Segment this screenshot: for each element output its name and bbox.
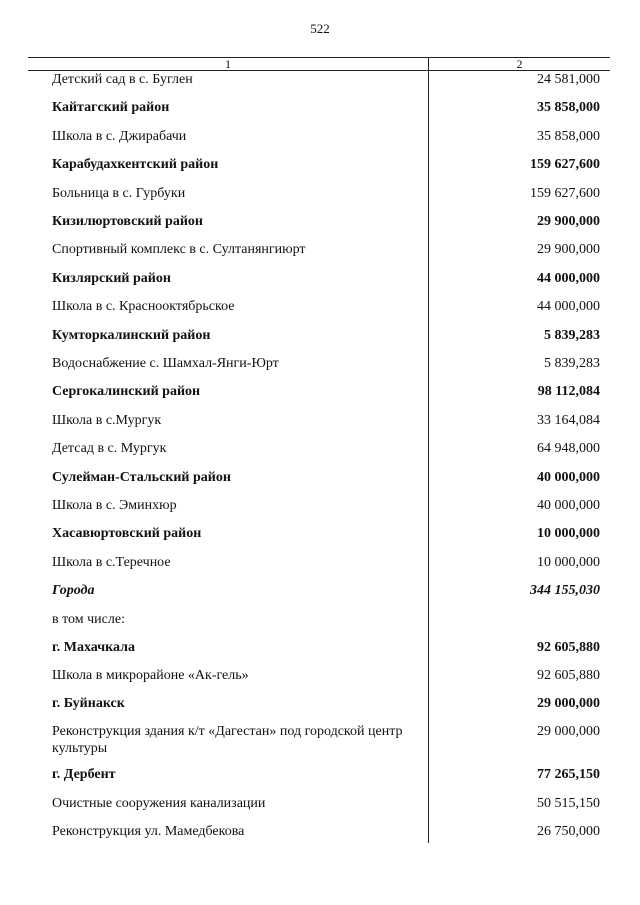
table-row xyxy=(28,213,610,230)
row-label: в том числе: xyxy=(52,612,125,627)
table-row xyxy=(28,667,610,684)
table-row xyxy=(28,270,610,287)
row-value: 40 000,000 xyxy=(537,498,600,513)
table-row xyxy=(28,525,610,542)
row-label: Сулейман-Стальский район xyxy=(52,470,231,485)
row-value: 29 900,000 xyxy=(537,214,600,229)
row-label: Кизилюртовский район xyxy=(52,214,203,229)
row-value: 24 581,000 xyxy=(537,72,600,87)
table-row xyxy=(28,823,610,840)
row-label: Детсад в с. Мургук xyxy=(52,441,167,456)
table-header xyxy=(28,58,610,71)
header-col-2: 2 xyxy=(516,57,523,71)
row-value: 5 839,283 xyxy=(544,328,600,343)
row-value: 35 858,000 xyxy=(537,129,600,144)
row-label: Водоснабжение с. Шамхал-Янги-Юрт xyxy=(52,356,279,371)
page-number: 522 xyxy=(310,21,330,36)
row-label: Карабудахкентский район xyxy=(52,157,219,172)
row-label: Школа в с. Краснооктябрьское xyxy=(52,299,235,314)
row-label: Школа в с. Джирабачи xyxy=(52,129,187,144)
header-col-1: 1 xyxy=(225,57,231,71)
row-label: Школа в с. Эминхюр xyxy=(52,498,177,513)
row-label: Реконструкция здания к/т «Дагестан» под городской центр культуры xyxy=(52,724,403,756)
row-value: 29 000,000 xyxy=(537,724,600,739)
row-label: Спортивный комплекс в с. Султанянгиюрт xyxy=(52,242,306,257)
row-value: 159 627,600 xyxy=(530,186,600,201)
table-row xyxy=(28,554,610,571)
table-row xyxy=(28,185,610,202)
table-row xyxy=(28,766,610,783)
table-row xyxy=(28,639,610,656)
row-label: г. Буйнакск xyxy=(52,696,125,711)
row-value: 92 605,880 xyxy=(537,668,600,683)
table-row xyxy=(28,156,610,173)
table-row xyxy=(28,723,610,757)
row-label: Очистные сооружения канализации xyxy=(52,796,266,811)
table-row xyxy=(28,327,610,344)
row-value: 10 000,000 xyxy=(537,526,600,541)
row-value: 26 750,000 xyxy=(537,824,600,839)
row-value: 40 000,000 xyxy=(537,470,600,485)
row-value: 92 605,880 xyxy=(537,640,600,655)
table-row xyxy=(28,355,610,372)
table-row xyxy=(28,695,610,712)
row-label: Больница в с. Гурбуки xyxy=(52,186,186,201)
table-row xyxy=(28,795,610,812)
table-row xyxy=(28,71,610,88)
table-row xyxy=(28,99,610,116)
row-value: 159 627,600 xyxy=(530,157,600,172)
table-row xyxy=(28,582,610,599)
row-label: Кизлярский район xyxy=(52,271,171,286)
row-label: Школа в с.Теречное xyxy=(52,555,171,570)
row-value: 33 164,084 xyxy=(537,413,600,428)
row-value: 77 265,150 xyxy=(537,767,600,782)
table-row xyxy=(28,298,610,315)
table-row xyxy=(28,611,610,628)
row-label: г. Махачкала xyxy=(52,640,135,655)
row-value: 35 858,000 xyxy=(537,100,600,115)
row-label: Реконструкция ул. Мамедбекова xyxy=(52,824,245,839)
row-label: г. Дербент xyxy=(52,767,116,782)
table-row xyxy=(28,440,610,457)
row-label: Кайтагский район xyxy=(52,100,170,115)
row-label: Хасавюртовский район xyxy=(52,526,202,541)
table-row xyxy=(28,383,610,400)
table-row xyxy=(28,412,610,429)
row-value: 98 112,084 xyxy=(537,384,600,399)
table-row xyxy=(28,497,610,514)
row-value: 44 000,000 xyxy=(537,299,600,314)
row-value: 29 000,000 xyxy=(537,696,600,711)
row-label: Кумторкалинский район xyxy=(52,328,211,343)
table-row xyxy=(28,241,610,258)
row-label: Школа в с.Мургук xyxy=(52,413,162,428)
row-value: 29 900,000 xyxy=(537,242,600,257)
table-row xyxy=(28,128,610,145)
row-value: 44 000,000 xyxy=(537,271,600,286)
row-label: Детский сад в с. Буглен xyxy=(52,72,193,87)
row-value: 5 839,283 xyxy=(544,356,600,371)
row-value: 344 155,030 xyxy=(530,583,600,598)
row-label: Сергокалинский район xyxy=(52,384,201,399)
row-label: Школа в микрорайоне «Ак-гель» xyxy=(52,668,249,683)
budget-table xyxy=(28,57,610,839)
row-label: Города xyxy=(52,583,95,598)
row-value: 64 948,000 xyxy=(537,441,600,456)
row-value: 10 000,000 xyxy=(537,555,600,570)
table-row xyxy=(28,469,610,486)
row-value: 50 515,150 xyxy=(537,796,600,811)
